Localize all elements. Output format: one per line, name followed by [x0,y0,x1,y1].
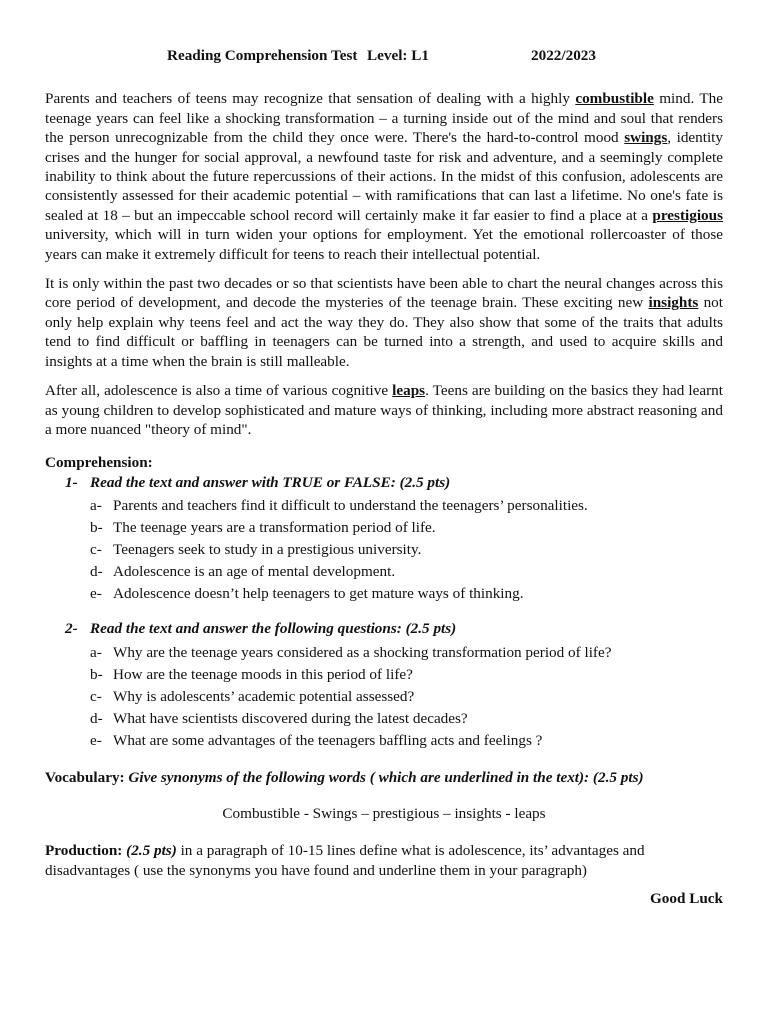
question-number: 2- [65,620,78,638]
item-letter: d- [90,709,103,727]
underlined-word-insights: insights [648,294,699,312]
underlined-word-prestigious: prestigious [652,206,723,224]
question-1-heading [45,473,723,492]
item-text: What are some advantages of the teenagers baffling acts and feelings ? [113,731,543,749]
production-section [45,841,723,880]
exam-header [45,46,723,65]
vocabulary-word-list: Combustible - Swings – prestigious – insights - leaps [222,804,546,822]
item-letter: c- [90,541,102,559]
item-text: What have scientists discovered during the latest decades? [113,709,468,727]
passage-paragraph-3 [45,381,723,439]
list-item [90,730,723,752]
item-letter: b- [90,519,103,537]
list-item [90,539,723,561]
item-letter: a- [90,643,102,661]
item-text: Adolescence doesn’t help teenagers to get mature ways of thinking. [113,585,524,603]
item-text: How are the teenage moods in this period of life? [113,665,413,683]
item-letter: a- [90,497,102,515]
passage-text: university, which will in turn widen your options for employment. Yet the emotional rollercoaster of those years can make it extremely difficult for teens to reach their intellectual potential. [45,226,723,263]
underlined-word-combustible: combustible [575,90,654,108]
vocabulary-section [45,768,723,787]
item-text: Teenagers seek to study in a prestigious university. [113,541,422,559]
vocabulary-instruction: Give synonyms of the following words ( which are underlined in the text): (2.5 pts) [128,768,644,786]
passage-text: mind. The teenage years can feel like a shocking transformation – a turning inside out of the mind and soul that renders the person unrecognizable from the child they once were. There's the hard-to-control mood [45,90,723,147]
item-text: Adolescence is an age of mental development. [113,563,396,581]
question-instruction: Read the text and answer with TRUE or FALSE: (2.5 pts) [90,473,451,491]
list-item [90,495,723,517]
passage-text: It is only within the past two decades or so that scientists have been able to chart the neural changes across this core period of development, and decode the mysteries of the teenage brain. These exciting new [45,275,723,312]
item-text: Why is adolescents’ academic potential assessed? [113,687,415,705]
list-item [90,664,723,686]
list-item [90,642,723,664]
exam-level: Level: L1 [367,47,430,64]
item-text: The teenage years are a transformation period of life. [113,519,436,537]
underlined-word-leaps: leaps [392,382,426,400]
underlined-word-swings: swings [624,129,668,147]
item-letter: c- [90,687,102,705]
passage-text: . Teens are building on the basics they had learnt as young children to develop sophisticated and mature ways of thinking, including more abstract reasoning and a more nuanced "theory of mind". [45,382,723,438]
question-1-items [45,495,723,605]
production-instruction: in a paragraph of 10-15 lines define what is adolescence, its’ advantages and disadvantages ( use the synonyms you have found and underline them in your paragraph) [45,842,645,879]
exam-year: 2022/2023 [531,47,596,64]
comprehension-heading: Comprehension: [45,454,153,472]
production-label: Production: [45,842,123,860]
list-item [90,561,723,583]
passage-text: not only help explain why teens feel and act the way they do. They also show that some of the traits that adults tend to find difficult or baffling in teenagers can be turned into a strength, and used to acquire skills and insights at a time when the brain is still malleable. [45,294,723,370]
item-text: Why are the teenage years considered as a shocking transformation period of life? [113,643,612,661]
list-item [90,686,723,708]
item-letter: e- [90,585,102,603]
production-points: (2.5 pts) [126,842,177,860]
closing-text: Good Luck [649,890,723,908]
list-item [90,583,723,605]
question-2-items [45,642,723,752]
exam-title: Reading Comprehension Test [167,47,358,64]
question-instruction: Read the text and answer the following questions: (2.5 pts) [90,620,457,638]
item-letter: d- [90,563,103,581]
item-letter: b- [90,665,103,683]
item-text: Parents and teachers find it difficult to understand the teenagers’ personalities. [113,497,588,515]
item-letter: e- [90,731,102,749]
passage-text: Parents and teachers of teens may recognize that sensation of dealing with a highly [45,90,576,108]
vocabulary-label: Vocabulary: [45,768,125,786]
passage-text: , identity crises and the hunger for social approval, a newfound taste for risk and adventure, and a seemingly complete inability to think about the future repercussions of their actions. In the midst of this confusion, adolescents are consistently assessed for their academic potential – with ramifications that can last a lifetime. No one's fate is sealed at 18 – but an impeccable school record will certainly make it far easier to find a place at a [45,129,723,224]
question-number: 1- [65,473,78,491]
question-2-heading [45,619,723,638]
list-item [90,708,723,730]
passage-paragraph-2 [45,274,723,371]
list-item [90,517,723,539]
passage-text: After all, adolescence is also a time of various cognitive [45,382,393,400]
exam-page [45,46,723,909]
passage-paragraph-1 [45,89,723,264]
